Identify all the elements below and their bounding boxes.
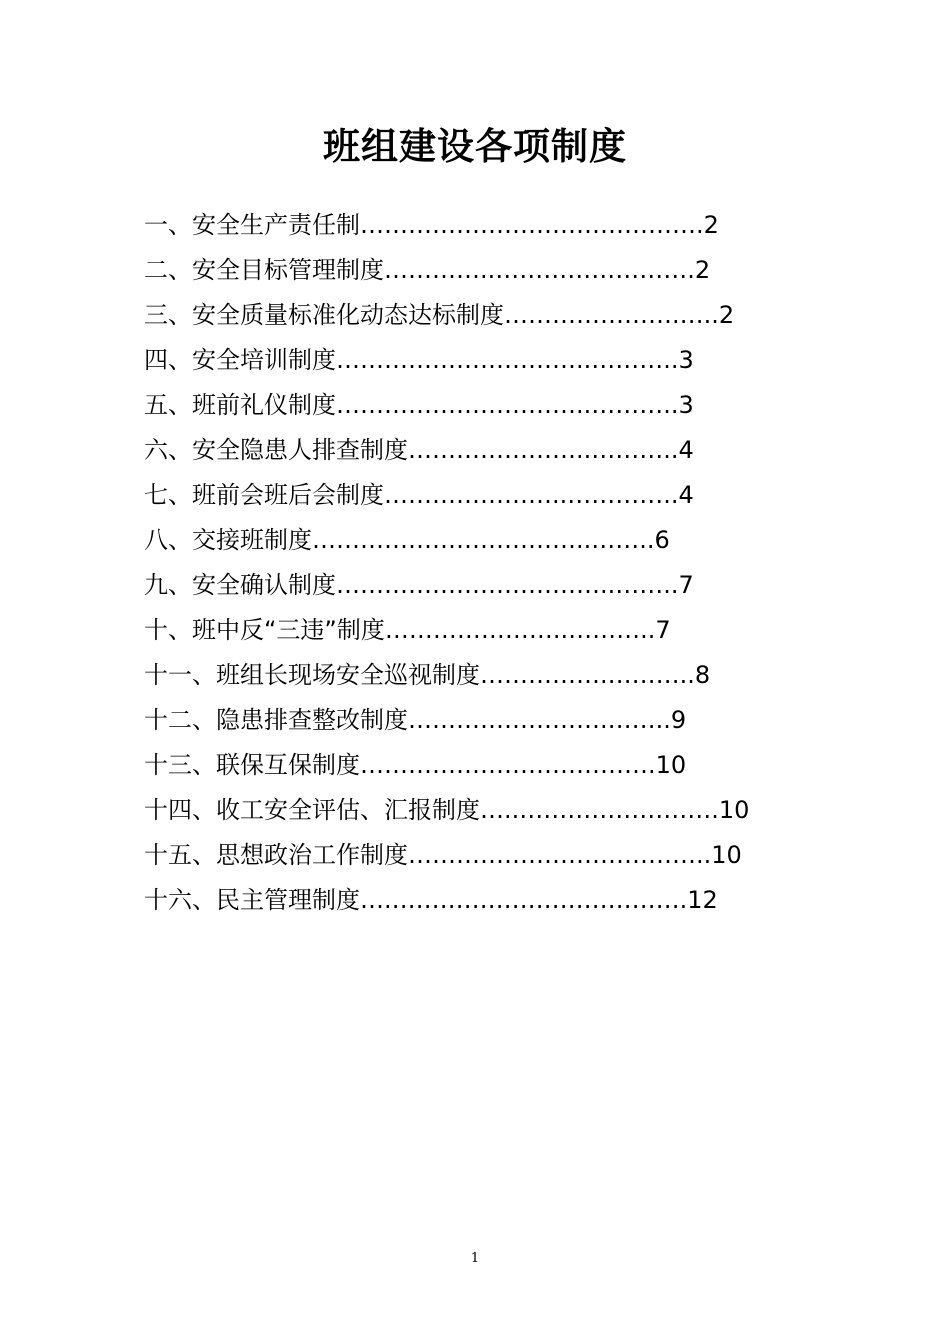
toc-page-number: 9	[670, 706, 687, 734]
toc-entry-title: 十、班中反“三违”制度	[144, 616, 385, 644]
toc-entry-title: 五、班前礼仪制度	[144, 391, 336, 419]
toc-page-number: 2	[703, 211, 719, 239]
toc-entry-title: 七、班前会班后会制度	[144, 481, 384, 509]
toc-dot-leader: …..…………………….	[480, 796, 719, 824]
toc-page-number: 2	[718, 301, 735, 329]
toc-page-number: 7	[678, 571, 694, 599]
toc-dot-leader: …………………….……..	[408, 706, 671, 734]
table-of-contents	[144, 203, 804, 923]
document-title: 班组建设各项制度	[323, 123, 627, 168]
toc-dot-leader: ……………………………..……..	[312, 526, 655, 554]
toc-entry	[144, 743, 804, 788]
toc-entry	[144, 428, 804, 473]
toc-dot-leader: ………………………………..	[408, 841, 712, 869]
toc-entry	[144, 293, 804, 338]
toc-entry-title: 六、安全隐患人排查制度	[144, 436, 408, 464]
toc-entry	[144, 653, 804, 698]
page-number: 1	[470, 1251, 480, 1266]
toc-entry-title: 十四、收工安全评估、汇报制度	[144, 796, 480, 824]
toc-page-number: 7	[655, 616, 671, 644]
toc-dot-leader: …………………..………..	[408, 436, 679, 464]
toc-page-number: 10	[655, 751, 687, 779]
toc-page-number: 12	[687, 886, 718, 914]
toc-page-number: 2	[694, 256, 711, 284]
toc-entry-title: 十三、联保互保制度	[144, 751, 360, 779]
toc-page-number: 4	[678, 481, 694, 509]
toc-page-number: 4	[678, 436, 694, 464]
toc-dot-leader: …………………..…………..	[384, 481, 679, 509]
toc-entry	[144, 518, 804, 563]
toc-entry	[144, 698, 804, 743]
toc-dot-leader: …………….………..	[480, 661, 695, 689]
toc-dot-leader: …………………………..………..	[336, 346, 679, 374]
toc-entry	[144, 788, 804, 833]
toc-page-number: 3	[678, 346, 694, 374]
toc-dot-leader: ………………….…..	[504, 301, 719, 329]
toc-entry-title: 二、安全目标管理制度	[144, 256, 384, 284]
toc-entry-title: 三、安全质量标准化动态达标制度	[144, 301, 504, 329]
toc-entry	[144, 383, 804, 428]
toc-dot-leader: ……………………………..……..	[336, 571, 679, 599]
toc-entry-title: 十一、班组长现场安全巡视制度	[144, 661, 480, 689]
toc-page-number: 10	[711, 841, 742, 869]
toc-dot-leader: …………………………..………..	[336, 391, 679, 419]
toc-entry	[144, 338, 804, 383]
toc-page-number: 10	[718, 796, 750, 824]
toc-dot-leader: …………………..………..	[384, 616, 656, 644]
toc-dot-leader: ……………………………….	[360, 751, 656, 779]
toc-entry	[144, 248, 804, 293]
toc-entry-title: 一、安全生产责任制	[144, 211, 360, 239]
toc-page-number: 3	[678, 391, 694, 419]
toc-entry	[144, 878, 804, 923]
toc-entry-title: 九、安全确认制度	[144, 571, 336, 599]
toc-entry	[144, 203, 804, 248]
toc-entry	[144, 563, 804, 608]
toc-entry-title: 十五、思想政治工作制度	[144, 841, 408, 869]
toc-entry-title: 四、安全培训制度	[144, 346, 336, 374]
toc-entry	[144, 473, 804, 518]
toc-dot-leader: …………..…………………….	[384, 256, 695, 284]
toc-entry-title: 十六、民主管理制度	[144, 886, 360, 914]
toc-dot-leader: ….……………………………….	[360, 886, 688, 914]
toc-page-number: 6	[654, 526, 670, 554]
toc-entry-title: 八、交接班制度	[144, 526, 312, 554]
toc-entry	[144, 608, 804, 653]
toc-entry-title: 十二、隐患排查整改制度	[144, 706, 408, 734]
toc-entry	[144, 833, 804, 878]
toc-page-number: 8	[694, 661, 711, 689]
toc-dot-leader: …………………………………….	[360, 211, 704, 239]
